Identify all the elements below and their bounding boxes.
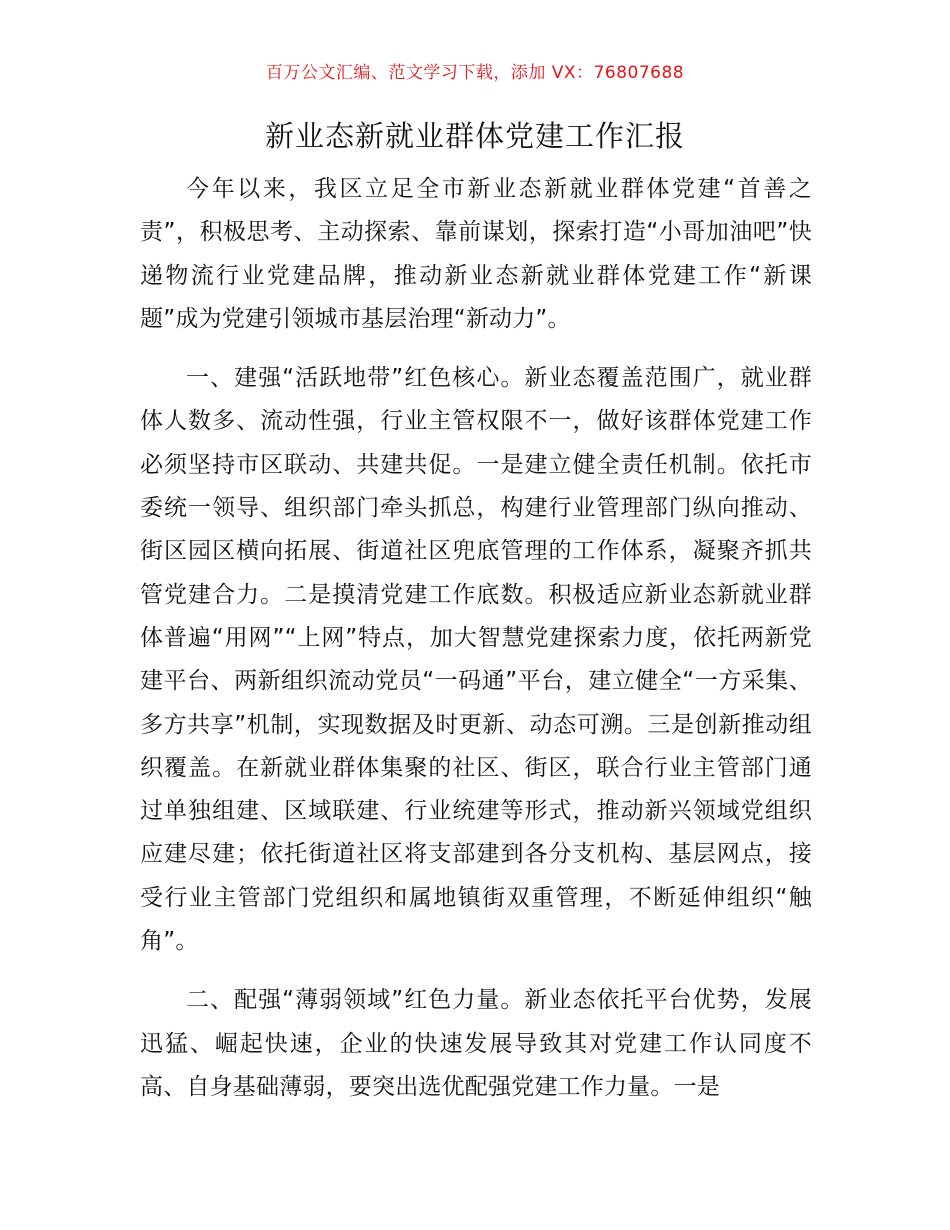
paragraph-section-1: 一、建强“活跃地带”红色核心。新业态覆盖范围广，就业群体人数多、流动性强，行业主管权限不一，做好该群体党建工作必须坚持市区联动、共建共促。一是建立健全责任机制。依托市委统一领导、组织部门牵头抓总，构建行业管理部门纵向推动、街区园区横向拓展、街道社区兜底管理的工作体系，凝聚齐抓共管党建合力。二是摸清党建工作底数。积极适应新业态新就业群体普遍“用网”“上网”特点，加大智慧党建探索力度，依托两新党建平台、两新组织流动党员“一码通”平台，建立健全“一方采集、多方共享”机制，实现数据及时更新、动态可溯。三是创新推动组织覆盖。在新就业群体集聚的社区、街区，联合行业主管部门通过单独组建、区域联建、行业统建等形式，推动新兴领域党组织应建尽建；依托街道社区将支部建到各分支机构、基层网点，接受行业主管部门党组织和属地镇街双重管理，不断延伸组织“触角”。 bbox=[140, 365, 812, 955]
document-body bbox=[140, 168, 812, 1125]
header-banner: 百万公文汇编、范文学习下载，添加 VX：76807688 bbox=[265, 63, 685, 83]
document-title: 新业态新就业群体党建工作汇报 bbox=[264, 119, 685, 153]
paragraph-section-2: 二、配强“薄弱领域”红色力量。新业态依托平台优势，发展迅猛、崛起快速，企业的快速发展导致其对党建工作认同度不高、自身基础薄弱，要突出选优配强党建工作力量。一是 bbox=[140, 987, 812, 1100]
paragraph-intro: 今年以来，我区立足全市新业态新就业群体党建“首善之责”，积极思考、主动探索、靠前谋划，探索打造“小哥加油吧”快递物流行业党建品牌，推动新业态新就业群体党建工作“新课题”成为党建引领城市基层治理“新动力”。 bbox=[140, 176, 812, 332]
